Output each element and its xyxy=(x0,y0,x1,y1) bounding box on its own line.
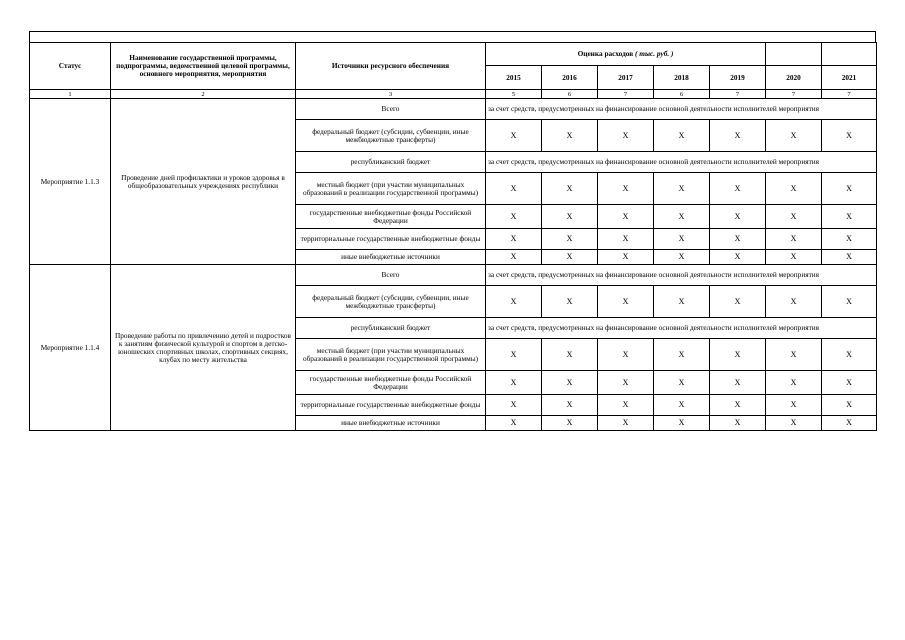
year-header: 2017 xyxy=(598,66,654,90)
expense-value-cell: X xyxy=(822,173,877,205)
budget-table-sheet xyxy=(29,31,876,431)
expense-value-cell: X xyxy=(710,286,766,318)
funding-source: республиканский бюджет xyxy=(296,318,486,339)
table-body xyxy=(30,99,877,431)
table-top-strip xyxy=(29,31,876,42)
funding-source: иные внебюджетные источники xyxy=(296,250,486,265)
column-number: 6 xyxy=(542,90,598,99)
expense-value-cell: X xyxy=(822,250,877,265)
table-row xyxy=(30,265,877,286)
measure-status: Мероприятие 1.1.4 xyxy=(30,265,111,431)
expense-value-cell: X xyxy=(710,173,766,205)
expense-value-cell: X xyxy=(822,339,877,371)
expense-value-cell: X xyxy=(766,205,822,229)
expense-value-cell: X xyxy=(766,395,822,416)
expense-value-cell: X xyxy=(766,286,822,318)
expense-value-cell: X xyxy=(598,250,654,265)
header-estimate-label: Оценка расходов xyxy=(577,49,634,58)
expense-value-cell: X xyxy=(766,120,822,152)
expense-value-cell: X xyxy=(486,173,542,205)
year-header: 2015 xyxy=(486,66,542,90)
funding-source: государственные внебюджетные фонды Российской Федерации xyxy=(296,205,486,229)
table-row xyxy=(30,99,877,120)
expense-value-cell: X xyxy=(542,286,598,318)
funding-source: Всего xyxy=(296,265,486,286)
column-number: 1 xyxy=(30,90,111,99)
column-number: 7 xyxy=(766,90,822,99)
expense-value-cell: X xyxy=(654,395,710,416)
column-number: 7 xyxy=(598,90,654,99)
expense-value-cell: X xyxy=(710,120,766,152)
expense-value-cell: X xyxy=(710,250,766,265)
column-number: 7 xyxy=(822,90,877,99)
funding-source: местный бюджет (при участии муниципальных образований в реализации государственной программы) xyxy=(296,339,486,371)
expense-value-cell: X xyxy=(486,286,542,318)
funding-note: за счет средств, предусмотренных на финансирование основной деятельности исполнителей мероприятия xyxy=(486,265,877,286)
expense-value-cell: X xyxy=(542,229,598,250)
year-header: 2016 xyxy=(542,66,598,90)
expense-value-cell: X xyxy=(654,371,710,395)
expense-value-cell: X xyxy=(710,371,766,395)
expense-value-cell: X xyxy=(710,395,766,416)
funding-source: государственные внебюджетные фонды Российской Федерации xyxy=(296,371,486,395)
header-empty-2020 xyxy=(766,43,822,66)
expense-value-cell: X xyxy=(766,229,822,250)
expense-value-cell: X xyxy=(822,371,877,395)
expense-value-cell: X xyxy=(598,120,654,152)
expense-value-cell: X xyxy=(654,120,710,152)
expense-value-cell: X xyxy=(710,416,766,431)
expense-value-cell: X xyxy=(598,173,654,205)
funding-source: федеральный бюджет (субсидии, субвенции, иные межбюджетные трансферты) xyxy=(296,286,486,318)
expense-value-cell: X xyxy=(598,339,654,371)
funding-source: федеральный бюджет (субсидии, субвенции, иные межбюджетные трансферты) xyxy=(296,120,486,152)
header-name: Наименование государственной программы, подпрограммы, ведомственной целевой программы, основного мероприятия, мероприятия xyxy=(111,43,296,90)
expense-value-cell: X xyxy=(542,339,598,371)
expense-value-cell: X xyxy=(598,416,654,431)
expense-value-cell: X xyxy=(654,286,710,318)
funding-source: Всего xyxy=(296,99,486,120)
year-header: 2020 xyxy=(766,66,822,90)
expense-value-cell: X xyxy=(542,250,598,265)
header-status: Статус xyxy=(30,43,111,90)
expense-value-cell: X xyxy=(654,173,710,205)
expense-value-cell: X xyxy=(654,416,710,431)
header-estimate xyxy=(486,43,766,66)
expense-value-cell: X xyxy=(542,120,598,152)
expense-value-cell: X xyxy=(542,395,598,416)
expense-value-cell: X xyxy=(822,229,877,250)
expense-value-cell: X xyxy=(486,339,542,371)
expense-value-cell: X xyxy=(542,416,598,431)
expense-value-cell: X xyxy=(486,250,542,265)
expense-value-cell: X xyxy=(486,416,542,431)
expense-value-cell: X xyxy=(710,339,766,371)
funding-source: республиканский бюджет xyxy=(296,152,486,173)
header-sources: Источники ресурсного обеспечения xyxy=(296,43,486,90)
expense-value-cell: X xyxy=(486,205,542,229)
expense-value-cell: X xyxy=(486,229,542,250)
expense-value-cell: X xyxy=(822,286,877,318)
expense-value-cell: X xyxy=(822,395,877,416)
funding-note: за счет средств, предусмотренных на финансирование основной деятельности исполнителей мероприятия xyxy=(486,152,877,173)
resource-table xyxy=(29,42,877,431)
expense-value-cell: X xyxy=(598,286,654,318)
year-header: 2019 xyxy=(710,66,766,90)
expense-value-cell: X xyxy=(486,120,542,152)
expense-value-cell: X xyxy=(654,229,710,250)
expense-value-cell: X xyxy=(710,229,766,250)
funding-source: территориальные государственные внебюджетные фонды xyxy=(296,395,486,416)
year-header: 2021 xyxy=(822,66,877,90)
expense-value-cell: X xyxy=(822,120,877,152)
expense-value-cell: X xyxy=(542,205,598,229)
expense-value-cell: X xyxy=(542,371,598,395)
header-empty-2021 xyxy=(822,43,877,66)
measure-name: Проведение работы по привлечению детей и подростков к занятиям физической культурой и спортом в детско-юношеских спортивных школах, спортивных секциях, клубах по месту жительства xyxy=(111,265,296,431)
column-number: 2 xyxy=(111,90,296,99)
expense-value-cell: X xyxy=(766,371,822,395)
expense-value-cell: X xyxy=(598,371,654,395)
expense-value-cell: X xyxy=(654,250,710,265)
expense-value-cell: X xyxy=(822,416,877,431)
expense-value-cell: X xyxy=(766,173,822,205)
year-header: 2018 xyxy=(654,66,710,90)
expense-value-cell: X xyxy=(486,395,542,416)
expense-value-cell: X xyxy=(710,205,766,229)
funding-note: за счет средств, предусмотренных на финансирование основной деятельности исполнителей мероприятия xyxy=(486,318,877,339)
expense-value-cell: X xyxy=(598,229,654,250)
column-number: 3 xyxy=(296,90,486,99)
funding-source: иные внебюджетные источники xyxy=(296,416,486,431)
measure-name: Проведение дней профилактики и уроков здоровья в общеобразовательных учреждениях республики xyxy=(111,99,296,265)
column-number: 6 xyxy=(654,90,710,99)
header-estimate-unit: ( тыс. руб. ) xyxy=(635,49,674,58)
funding-source: местный бюджет (при участии муниципальных образований в реализации государственной программы) xyxy=(296,173,486,205)
expense-value-cell: X xyxy=(766,339,822,371)
expense-value-cell: X xyxy=(654,205,710,229)
funding-source: территориальные государственные внебюджетные фонды xyxy=(296,229,486,250)
expense-value-cell: X xyxy=(654,339,710,371)
expense-value-cell: X xyxy=(486,371,542,395)
expense-value-cell: X xyxy=(766,250,822,265)
column-numbers-row xyxy=(30,90,877,99)
expense-value-cell: X xyxy=(598,205,654,229)
measure-status: Мероприятие 1.1.3 xyxy=(30,99,111,265)
expense-value-cell: X xyxy=(598,395,654,416)
expense-value-cell: X xyxy=(766,416,822,431)
expense-value-cell: X xyxy=(542,173,598,205)
funding-note: за счет средств, предусмотренных на финансирование основной деятельности исполнителей мероприятия xyxy=(486,99,877,120)
expense-value-cell: X xyxy=(822,205,877,229)
column-number: 5 xyxy=(486,90,542,99)
column-number: 7 xyxy=(710,90,766,99)
